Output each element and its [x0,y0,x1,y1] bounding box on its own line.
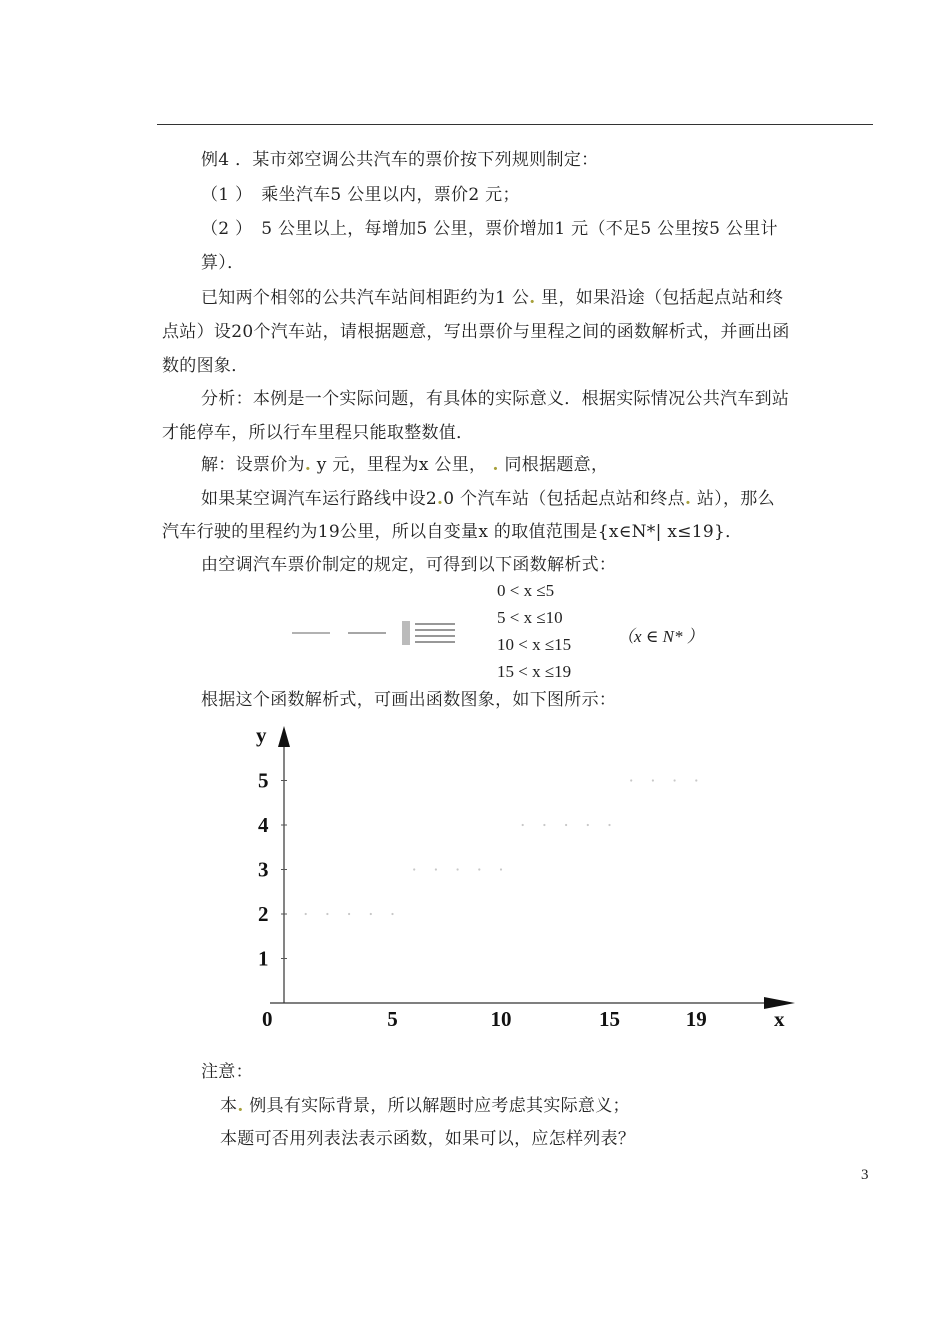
x-tick-label: 10 [490,1007,512,1031]
given-line-2: 点站）设20个汽车站，请根据题意，写出票价与里程之间的函数解析式，并画出函 [162,322,790,342]
data-point [305,913,307,915]
data-point [370,913,372,915]
data-point [391,913,393,915]
note-item-2: 本题可否用列表法表示函数，如果可以，应怎样列表？ [220,1129,636,1149]
solution-line-4: 由空调汽车票价制定的规定，可得到以下函数解析式： [201,555,617,575]
data-point [435,868,437,870]
given-line-1: 已知两个相邻的公共汽车站间相距约为1 公. 里，如果沿途（包括起点站和终 [201,288,784,308]
y-tick-label: 1 [258,946,269,971]
faded-formula-image [290,618,470,648]
x-tick-label: 5 [387,1007,398,1031]
data-point [630,779,632,781]
rule-1: （1 ） 乘坐汽车5 公里以内，票价2 元； [201,185,520,205]
example-title: 例4 ．某市郊空调公共汽车的票价按下列规则制定： [201,150,599,170]
data-point [587,824,589,826]
fare-step-chart [250,720,810,1040]
y-tick-label: 2 [258,902,269,926]
solution-line-3: 汽车行驶的里程约为19公里，所以自变量x 的取值范围是{x∈N*| x≤19}． [162,522,743,542]
y-axis-arrow [278,726,290,747]
case-1: 0 < x ≤5 [497,581,555,600]
y-axis-label: y [256,723,267,747]
rule-2-line-2: 算）． [201,253,245,273]
solution-line-2: 如果某空调汽车运行路线中设2.0 个汽车站（包括起点站和终点. 站），那么 [201,489,775,509]
data-point [413,868,415,870]
y-tick-label: 5 [258,768,269,793]
x-tick-label: 15 [599,1007,620,1031]
data-point [326,913,328,915]
data-point [457,868,459,870]
x-tick-label: 0 [262,1007,273,1031]
domain-condition: （x ∈ N* ） [617,627,704,646]
y-tick-label: 3 [258,857,269,882]
data-point [543,824,545,826]
data-point [565,824,567,826]
case-2: 5 < x ≤10 [497,608,563,627]
note-item-1: 本. 例具有实际背景，所以解题时应考虑其实际意义； [220,1096,630,1116]
solution-line-1: 解：设票价为. y 元，里程为x 公里， . 同根据题意， [201,455,609,475]
case-3: 10 < x ≤15 [497,635,572,654]
analysis-line-1: 分析：本例是一个实际问题，有具体的实际意义．根据实际情况公共汽车到站 [201,389,790,409]
data-point [608,824,610,826]
data-point [652,779,654,781]
x-tick-label: 19 [685,1007,707,1031]
page-number: 3 [861,1167,869,1183]
graph-intro: 根据这个函数解析式，可画出函数图象，如下图所示： [201,690,617,710]
data-point [522,824,524,826]
case-4: 15 < x ≤19 [497,662,572,681]
header-rule [157,124,873,125]
x-axis-label: x [774,1007,785,1031]
analysis-line-2: 才能停车，所以行车里程只能取整数值． [162,423,474,443]
data-point [348,913,350,915]
data-point [478,868,480,870]
given-line-3: 数的图象． [162,356,249,376]
rule-2-line-1: （2 ） 5 公里以上，每增加5 公里，票价增加1 元（不足5 公里按5 公里计 [201,219,778,239]
data-point [695,779,697,781]
note-heading: 注意： [201,1062,253,1082]
data-point [674,779,676,781]
y-tick-label: 4 [258,813,269,837]
data-point [500,868,502,870]
